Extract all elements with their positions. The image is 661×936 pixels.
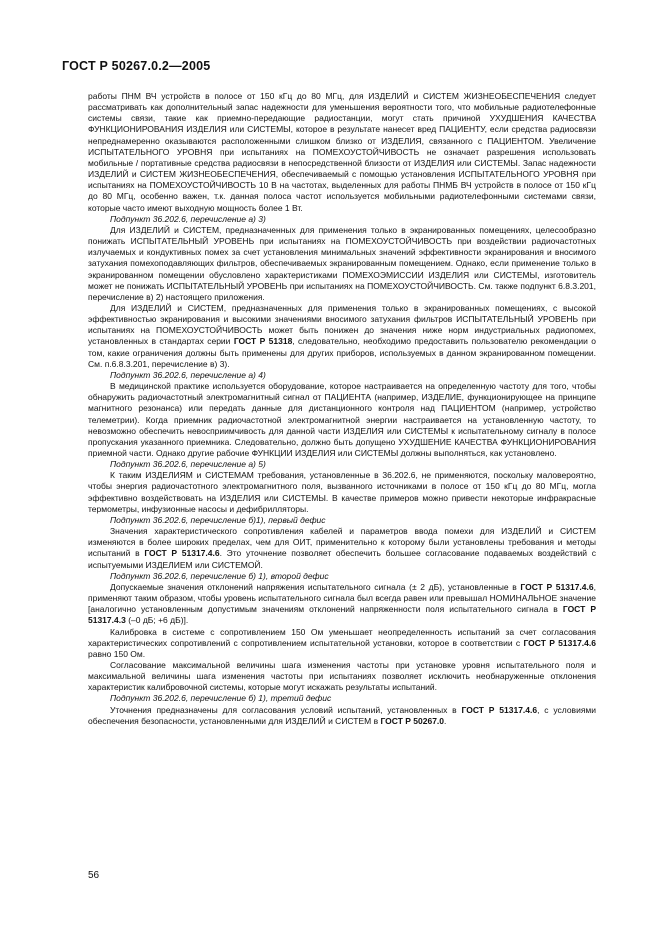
standard-reference: ГОСТ Р 51317.4.6 (461, 704, 538, 715)
paragraph (88, 582, 596, 627)
paragraph (88, 526, 596, 571)
paragraph-text: Уточнения предназначены для согласования условий испытаний, установленных в (110, 704, 462, 715)
standard-reference: ГОСТ Р 51317.4.3 (88, 604, 597, 626)
paragraph-text: Допускаемые значения отклонений напряжения испытательного сигнала (± 2 дБ), установленные в (110, 581, 521, 592)
subsection-reference: Подпункт 36.202.6, перечисление б)1), первый дефис (110, 514, 326, 525)
paragraph-text: . Это уточнение позволяет обеспечить большее согласование подаваемых воздействий с испытуемыми ИЗДЕЛИЕМ или СИСТЕМОЙ. (88, 548, 596, 570)
paragraph-text: Калибровка в системе с сопротивлением 150 Ом уменьшает неопределенность испытаний за счет согласования характеристических сопротивлений с сопротивлением испытательной установки, которое в соответствии с (88, 626, 596, 648)
paragraph: В медицинской практике используется оборудование, которое настраивается на определенную частоту для того, чтобы обнаружить радиочастотный электромагнитный сигнал от ПАЦИЕНТА (например, ИЗДЕЛИЕ, функционирующее на принципе магнитного резонанса) или передать данные для дистанционного контроля над ПАЦИЕНТОМ (например, устройство телеметрии). Когда приемник радиочастотной электромагнитной энергии настраивается на установленную частоту, то невозможно обеспечить невосприимчивость для данной части ИЗДЕЛИЯ или СИСТЕМЫ к испытательному сигналу в полосе пропускания указанного приемника. Следовательно, должно быть допущено УХУДШЕНИЕ КАЧЕСТВА ФУНКЦИОНИРОВАНИЯ приемной части. Однако другие рабочие ФУНКЦИИ ИЗДЕЛИЯ или СИСТЕМЫ должны выполняться, как установлено. (88, 381, 596, 458)
standard-reference: ГОСТ Р 51317.4.6 (144, 548, 220, 559)
standard-reference: ГОСТ Р 51317.4.6 (520, 581, 594, 592)
subsection-reference: Подпункт 36.202.6, перечисление а) 5) (110, 459, 266, 470)
paragraph-text: , применяют таким образом, чтобы уровень испытательного сигнала был всегда равен или превышал НОМИНАЛЬНОЕ значение [аналогично установленным допустимым значениям отклонений напряженности поля испытательного сигнала в (88, 581, 596, 615)
paragraph-text: (–0 дБ; +6 дБ)]. (125, 615, 189, 626)
subsection-reference: Подпункт 36.202.6, перечисление б) 1), второй дефис (110, 570, 329, 581)
paragraph (88, 627, 596, 660)
page-number: 56 (88, 870, 100, 881)
subsection-reference: Подпункт 36.202.6, перечисление а) 3) (110, 213, 266, 224)
paragraph: К таким ИЗДЕЛИЯМ и СИСТЕМАМ требования, установленные в 36.202.6, не применяются, поскольку маловероятно, чтобы энергия радиочастотного электромагнитного поля, вызванного источниками в полосе от 150 кГц до 80 МГц, могла эффективно воздействовать на ИЗДЕЛИЯ или СИСТЕМЫ. В качестве примеров можно привести некоторые инфракрасные термометры, инфузионные насосы и дефибрилляторы. (88, 470, 596, 514)
paragraph-text: Значения характеристического сопротивления кабелей и параметров ввода помехи для ИЗДЕЛИЙ и СИСТЕМ изменяются в более широких пределах, чем для ОИТ, применительно к которому были установлены требования и методы испытаний в (88, 526, 596, 559)
paragraph-text: , следовательно, необходимо предоставить пользователю рекомендации о том, какие ограничения должны быть применены для других приборов, используемых в данном экранированном помещении. См. п.6.8.3.201, перечисление в) 3). (88, 336, 597, 369)
paragraph-text: Для ИЗДЕЛИЙ и СИСТЕМ, предназначенных для применения только в экранированных помещениях, с высокой эффективностью экранирования и высокими значениями вносимого затухания фильтров ИСПЫТАТЕЛЬНЫЙ УРОВЕНЬ при испытаниях на ПОМЕХОУСТОЙЧИВОСТЬ может быть понижен до значения ниже норм индустриальных радиопомех, установленных в стандартах серии (88, 302, 596, 347)
paragraph: Согласование максимальной величины шага изменения частоты при установке уровня испытательного поля и максимальной величины шага изменения частоты при испытаниях позволяет исключить необнаруженные отклонения характеристик калибровочной системы, которые могут искажать результаты испытаний. (88, 659, 596, 693)
paragraph-text: . (444, 715, 447, 726)
paragraph (88, 303, 596, 370)
paragraph: работы ПНМ ВЧ устройств в полосе от 150 кГц до 80 МГц, для ИЗДЕЛИЙ и СИСТЕМ ЖИЗНЕОБЕСПЕЧЕНИЯ следует рассматривать как дополнительный запас надежности для уменьшения вероятности того, что мобильные радиотелефонные системы связи, такие как приемно-передающие радиостанции, могут стать причиной УХУДШЕНИЯ КАЧЕСТВА ФУНКЦИОНИРОВАНИЯ ИЗДЕЛИЯ или СИСТЕМЫ, которое в результате нанесет вред ПАЦИЕНТУ, если средства радиосвязи непреднамеренно оказываются расположенными слишком близко от ИЗДЕЛИЯ, связанного с ПАЦИЕНТОМ. Увеличение ИСПЫТАТЕЛЬНОГО УРОВНЯ при испытаниях на ПОМЕХОУСТОЙЧИВОСТЬ не означает разрешения использовать мобильные / портативные средства радиосвязи в непосредственной близости от ИЗДЕЛИЯ или СИСТЕМЫ. Запас надежности ИЗДЕЛИЙ и СИСТЕМ ЖИЗНЕОБЕСПЕЧЕНИЯ, обеспечиваемый с помощью установления ИСПЫТАТЕЛЬНОГО УРОВНЯ при испытаниях на ПОМЕХОУСТОЙЧИВОСТЬ 10 В на частотах, выделенных для работы ПНМБ ВЧ устройств в полосе от 150 кГц до 80 МГц, особенно важен, т.к. данная полоса частот используется мобильными радиотелефонными системами связи, которые часто имеют выходную мощность более 1 Вт. (88, 91, 596, 213)
standard-reference: ГОСТ Р 51317.4.6 (523, 637, 596, 648)
paragraph (88, 705, 596, 727)
document-body (88, 91, 596, 727)
paragraph-text: , с условиями обеспечения безопасности, установленными для ИЗДЕЛИЙ и СИСТЕМ в (88, 704, 597, 726)
paragraph-text: равно 150 Ом. (88, 648, 146, 659)
subsection-reference: Подпункт 36.202.6, перечисление а) 4) (110, 369, 266, 380)
standard-reference: ГОСТ Р 50267.0 (380, 715, 445, 726)
document-header: ГОСТ Р 50267.0.2—2005 (62, 59, 211, 73)
standard-reference: ГОСТ Р 51318 (233, 336, 293, 347)
paragraph: Для ИЗДЕЛИЙ и СИСТЕМ, предназначенных для применения только в экранированных помещениях, целесообразно понижать ИСПЫТАТЕЛЬНЫЙ УРОВЕНЬ при испытаниях на ПОМЕХОУСТОЙЧИВОСТЬ при воздействии радиочастотных излучаемых и кондуктивных помех за счет установления минимальных значений эффективности экранирования и вносимого затухания помехоподавляющих фильтров, обеспечиваемых экранированным помещением. Однако, если применение только в экранированном помещении обусловлено характеристиками ПОМЕХОЭМИССИИ ИЗДЕЛИЯ или СИСТЕМЫ, изготовитель может не понижать ИСПЫТАТЕЛЬНЫЙ УРОВЕНЬ при испытаниях на ПОМЕХОУСТОЙЧИВОСТЬ. См. также подпункт 6.8.3.201, перечисление в) 2) настоящего приложения. (88, 224, 596, 302)
subsection-reference: Подпункт 36.202.6, перечисление б) 1), третий дефис (110, 693, 332, 704)
